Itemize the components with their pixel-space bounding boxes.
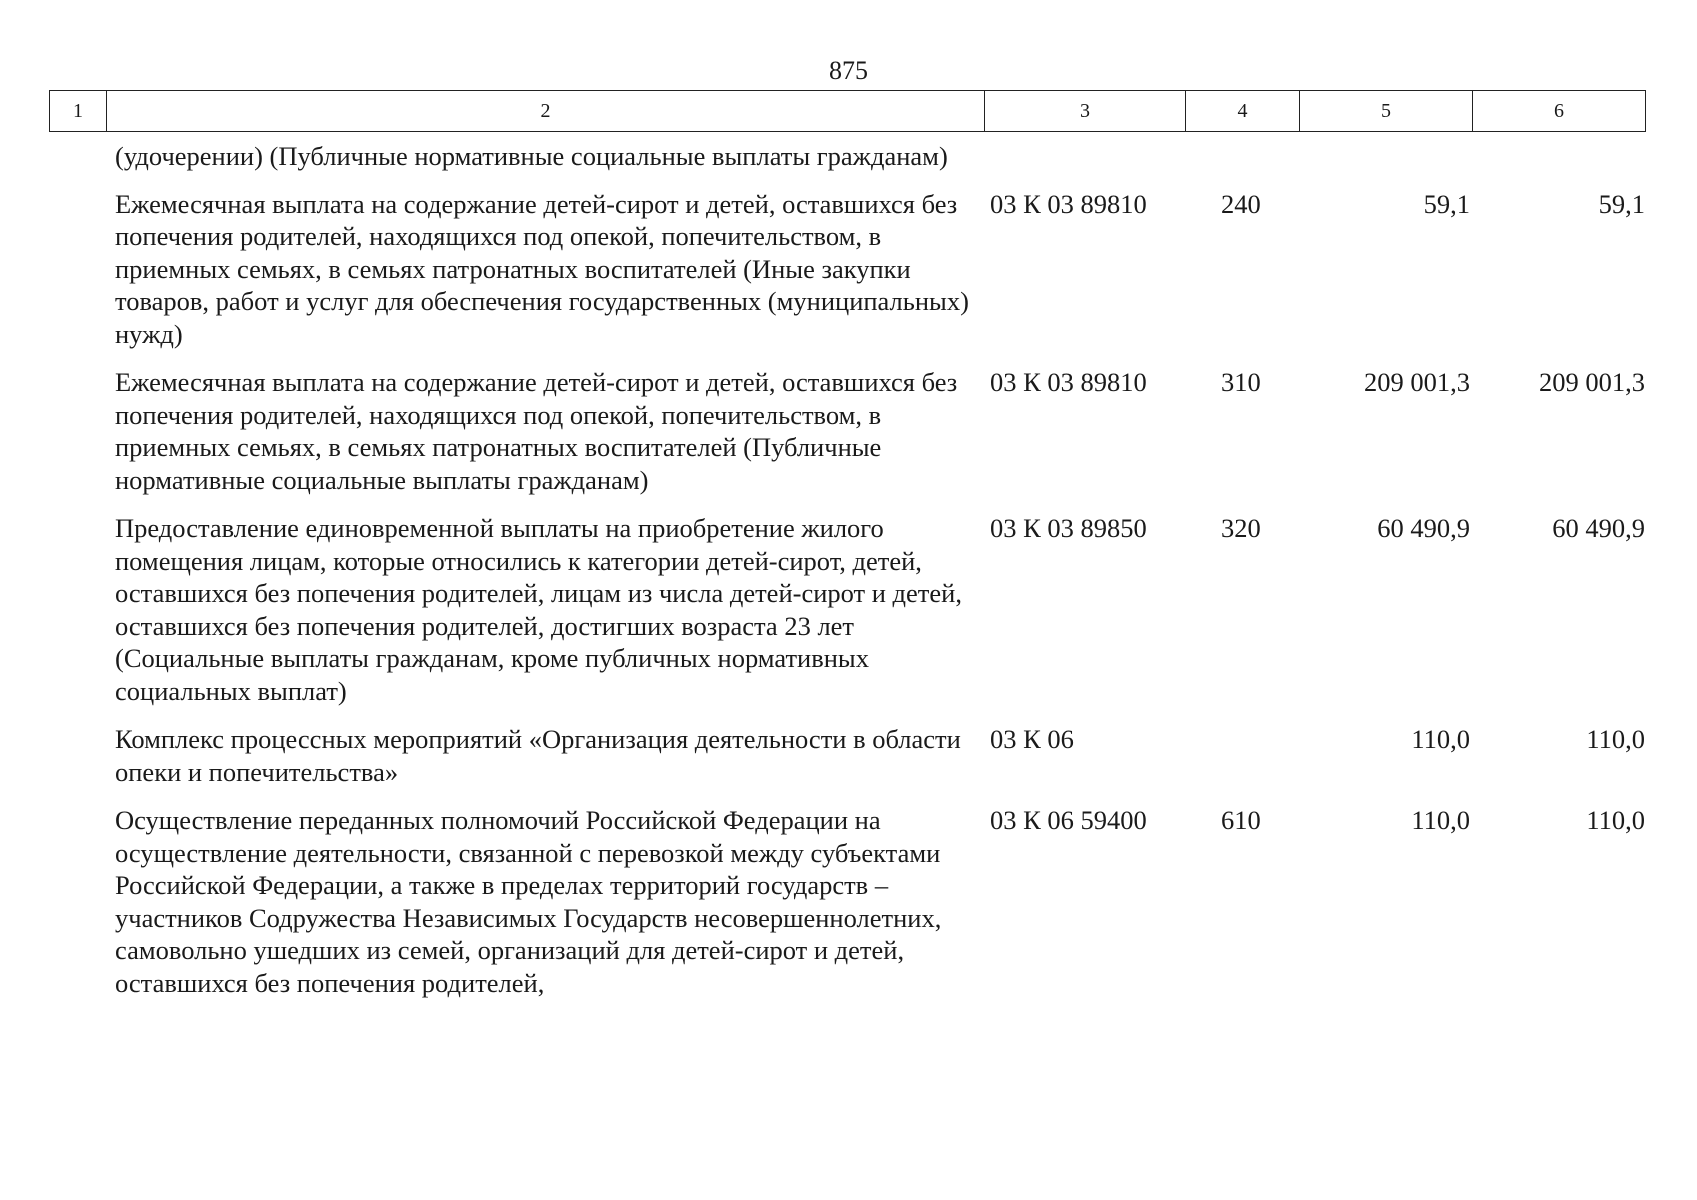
column-header-5: 5 bbox=[1300, 91, 1473, 132]
column-header-1: 1 bbox=[50, 91, 107, 132]
row-code: 03 К 06 59400 bbox=[990, 805, 1147, 835]
row-description: (удочерении) (Публичные нормативные социальные выплаты гражданам) bbox=[115, 141, 948, 171]
row-expense-type: 320 bbox=[1221, 513, 1261, 543]
row-code: 03 К 03 89810 bbox=[990, 367, 1147, 397]
table-row bbox=[0, 723, 1697, 788]
table-row bbox=[0, 140, 1697, 173]
row-description: Осуществление переданных полномочий Российской Федерации на осуществление деятельности, связанной с перевозкой между субъектами Российской Федерации, а также в пределах территорий государств – участников Содружества Независимых Государств несовершеннолетних, самовольно ушедших из семей, организаций для детей-сирот и детей, оставшихся без попечения родителей, bbox=[115, 805, 942, 998]
column-header-row bbox=[50, 91, 1646, 132]
row-amount-col6: 209 001,3 bbox=[1539, 367, 1645, 397]
row-description: Комплекс процессных мероприятий «Организация деятельности в области опеки и попечительства» bbox=[115, 724, 961, 787]
column-header-2: 2 bbox=[107, 91, 985, 132]
row-description: Ежемесячная выплата на содержание детей-сирот и детей, оставшихся без попечения родителей, находящихся под опекой, попечительством, в приемных семьях, в семьях патронатных воспитателей (Публичные нормативные социальные выплаты гражданам) bbox=[115, 367, 958, 495]
row-description: Предоставление единовременной выплаты на приобретение жилого помещения лицам, которые относились к категории детей-сирот, детей, оставшихся без попечения родителей, лицам из числа детей-сирот и детей, оставшихся без попечения родителей, достигших возраста 23 лет (Социальные выплаты гражданам, кроме публичных нормативных социальных выплат) bbox=[115, 513, 962, 706]
row-code: 03 К 06 bbox=[990, 724, 1074, 754]
column-header-4: 4 bbox=[1186, 91, 1300, 132]
row-amount-col6: 110,0 bbox=[1586, 724, 1645, 754]
table-row bbox=[0, 512, 1697, 707]
page-number: 875 bbox=[829, 56, 868, 85]
row-amount-col5: 59,1 bbox=[1423, 188, 1470, 219]
column-header-6: 6 bbox=[1473, 91, 1646, 132]
table-body bbox=[0, 140, 1697, 999]
row-amount-col5: 209 001,3 bbox=[1364, 367, 1470, 397]
row-code: 03 К 03 89810 bbox=[990, 188, 1147, 219]
table-row bbox=[0, 366, 1697, 496]
row-amount-col5: 110,0 bbox=[1411, 724, 1470, 754]
row-amount-col6: 59,1 bbox=[1598, 188, 1645, 219]
row-expense-type: 310 bbox=[1221, 367, 1261, 397]
row-amount-col5: 110,0 bbox=[1411, 805, 1470, 835]
table-row bbox=[0, 804, 1697, 999]
table-row bbox=[0, 188, 1697, 351]
row-description: Ежемесячная выплата на содержание детей-сирот и детей, оставшихся без попечения родителей, находящихся под опекой, попечительством, в приемных семьях, в семьях патронатных воспитателей (Иные закупки товаров, работ и услуг для обеспечения государственных (муниципальных) нужд) bbox=[115, 188, 969, 349]
row-amount-col6: 60 490,9 bbox=[1552, 513, 1645, 543]
row-expense-type: 610 bbox=[1221, 805, 1261, 835]
row-code: 03 К 03 89850 bbox=[990, 513, 1147, 543]
column-header-3: 3 bbox=[985, 91, 1186, 132]
row-amount-col6: 110,0 bbox=[1586, 805, 1645, 835]
column-header-table bbox=[49, 90, 1646, 132]
row-expense-type: 240 bbox=[1221, 188, 1261, 219]
row-amount-col5: 60 490,9 bbox=[1377, 513, 1470, 543]
